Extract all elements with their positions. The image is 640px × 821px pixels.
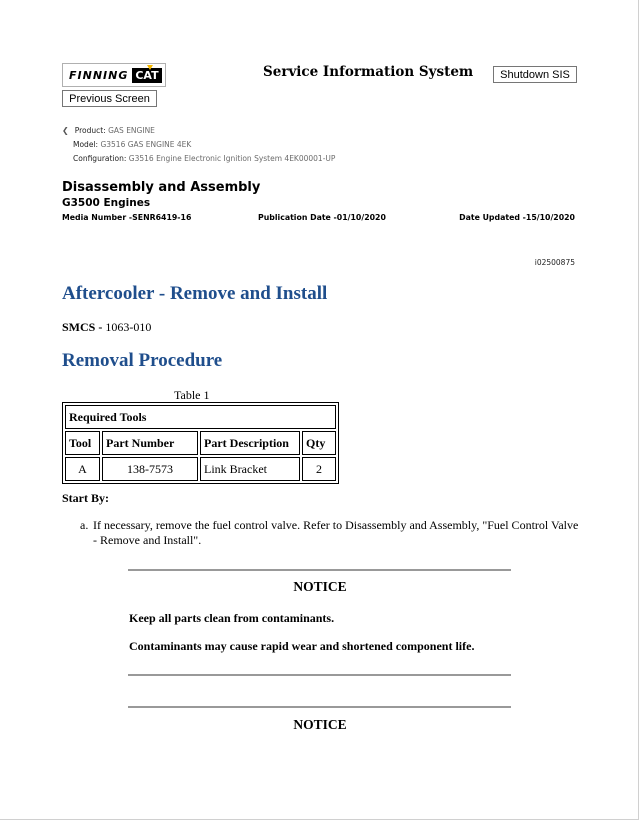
cat-badge: CAT xyxy=(132,68,161,83)
start-by-label: Start By: xyxy=(62,491,109,505)
system-title: Service Information System xyxy=(263,64,474,80)
table-title: Required Tools xyxy=(65,405,336,429)
document-title: Disassembly and Assembly xyxy=(62,180,261,195)
step-text: If necessary, remove the fuel control valve. Refer to Disassembly and Assembly, "Fuel Control Valve - Remove and Install". xyxy=(93,518,579,547)
column-header: Part Number xyxy=(102,431,198,455)
configuration-label: Configuration: xyxy=(73,154,127,163)
column-header: Part Description xyxy=(200,431,300,455)
model-value: G3516 GAS ENGINE 4EK xyxy=(100,140,192,149)
chevron-left-icon[interactable]: ❮ xyxy=(62,126,69,135)
notice-divider xyxy=(128,706,511,708)
configuration-line xyxy=(73,154,335,163)
model-line xyxy=(73,140,191,149)
previous-screen-button[interactable]: Previous Screen xyxy=(62,90,157,107)
product-label: Product: xyxy=(74,126,106,135)
shutdown-sis-button[interactable]: Shutdown SIS xyxy=(493,66,577,83)
product-line xyxy=(62,126,155,135)
notice-title: NOTICE xyxy=(293,579,347,594)
table-caption: Table 1 xyxy=(174,388,210,402)
table-row xyxy=(65,457,336,481)
configuration-value: G3516 Engine Electronic Ignition System 4EK00001-UP xyxy=(128,154,336,163)
table-cell: 2 xyxy=(302,457,336,481)
required-tools-table xyxy=(62,402,339,484)
smcs-value: 1063-010 xyxy=(102,320,152,334)
logo-text: FINNING xyxy=(69,68,129,82)
notice-text: Contaminants may cause rapid wear and shortened component life. xyxy=(129,639,475,653)
table-cell: 138-7573 xyxy=(102,457,198,481)
notice-title: NOTICE xyxy=(293,717,347,732)
model-label: Model: xyxy=(73,140,99,149)
document-subtitle: G3500 Engines xyxy=(62,197,151,209)
smcs-label: SMCS - xyxy=(62,320,103,334)
smcs-code xyxy=(62,320,151,335)
page-title: Aftercooler - Remove and Install xyxy=(62,283,328,304)
section-heading: Removal Procedure xyxy=(62,350,223,371)
notice-divider xyxy=(128,674,511,676)
finning-cat-logo xyxy=(62,63,166,87)
document-id: i02500875 xyxy=(534,258,575,267)
notice-text: Keep all parts clean from contaminants. xyxy=(129,611,335,625)
table-title-row xyxy=(65,405,336,429)
notice-divider xyxy=(128,569,511,571)
column-header: Tool xyxy=(65,431,100,455)
table-header-row xyxy=(65,431,336,455)
product-value: GAS ENGINE xyxy=(108,126,155,135)
publication-date: Publication Date -01/10/2020 xyxy=(258,213,386,222)
step-marker: a. xyxy=(80,518,89,532)
table-cell: Link Bracket xyxy=(200,457,300,481)
list-item xyxy=(80,518,580,547)
column-header: Qty xyxy=(302,431,336,455)
media-number: Media Number -SENR6419-16 xyxy=(62,213,192,222)
date-updated: Date Updated -15/10/2020 xyxy=(459,213,575,222)
table-cell: A xyxy=(65,457,100,481)
